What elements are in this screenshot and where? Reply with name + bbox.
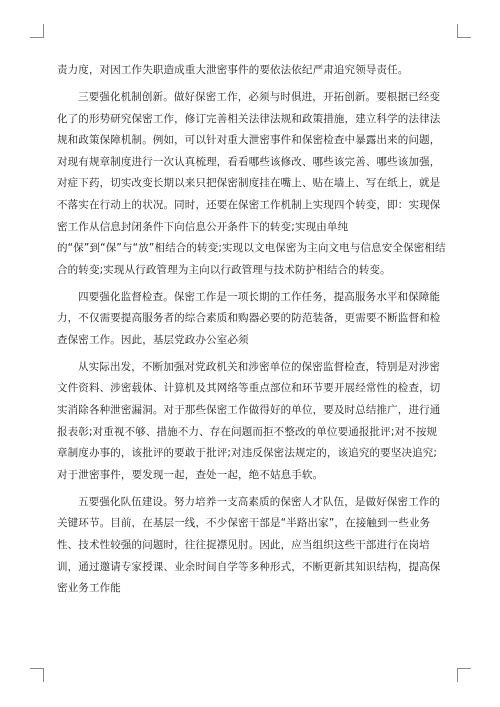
document-body — [57, 60, 447, 605]
crop-mark-top-left — [30, 24, 44, 38]
paragraph-team-building: 五要强化队伍建设。努力培养一支高素质的保密人才队伍，是做好保密工作的关键环节。目前，在基层一线，不少保密干部是“半路出家”，在接触到一些业务性、技术性较强的问题时，往往捉襟见肘。因此，应当组织这些干部进行在岗培训，通过邀请专家授课、业余时间自学等多种形式，不断更新其知识结构，提高保密业务工作能 — [57, 495, 441, 595]
paragraph-accountability: 责力度，对因工作失职造成重大泄密事件的要依法依纪严肃追究领导责任。 — [57, 64, 409, 76]
crop-mark-top-right — [457, 24, 471, 38]
paragraph-practical-inspection: 从实际出发，不断加强对党政机关和涉密单位的保密监督检查，特别是对涉密文件资料、涉密载体、计算机及其网络等重点部位和环节要开展经常性的检查，切实消除各种泄密漏洞。对于那些保密工作做得好的单位，要及时总结推广，进行通报表彰;对重视不够、措施不力、存在问题而拒不整改的单位要通报批评;对不按规章制度办事的，该批评的要敢于批评;对违反保密法规定的，该追究的要坚决追究;对于泄密事件，要发现一起，查处一起，绝不姑息手软。 — [57, 360, 441, 481]
crop-mark-bottom-left — [30, 668, 44, 682]
crop-mark-bottom-right — [457, 668, 471, 682]
paragraph-supervision-inspection: 四要强化监督检查。保密工作是一项长期的工作任务，提高服务水平和保障能力，不仅需要提高服务者的综合素质和购器必要的防范装备，更需要不断监督和检查保密工作。因此，基层党政办公室必须 — [57, 290, 441, 346]
paragraph-mechanism-innovation: 三要强化机制创新。做好保密工作，必须与时俱进，开拓创新。要根据已经变化了的形势研究保密工作，修订完善相关法律法规和政策措施，建立科学的法律法规和政策保障机制。例如，可以针对重大泄密事件和保密检查中暴露出来的问题，对现有规章制度进行一次认真梳理，看看哪些该修改、哪些该完善、哪些该加强，对症下药，切实改变长期以来只把保密制度挂在嘴上、贴在墙上、写在纸上，就是不落实在行动上的状况。同时，还要在保密工作机制上实现四个转变，即：实现保密工作从信息封闭条件下向信息公开条件下的转变;实现由单纯的“保”到“保”与“放”相结合的转变;实现以文电保密为主向文电与信息安全保密相结合的转变;实现从行政管理为主向以行政管理与技术防护相结合的转变。 — [57, 90, 446, 276]
